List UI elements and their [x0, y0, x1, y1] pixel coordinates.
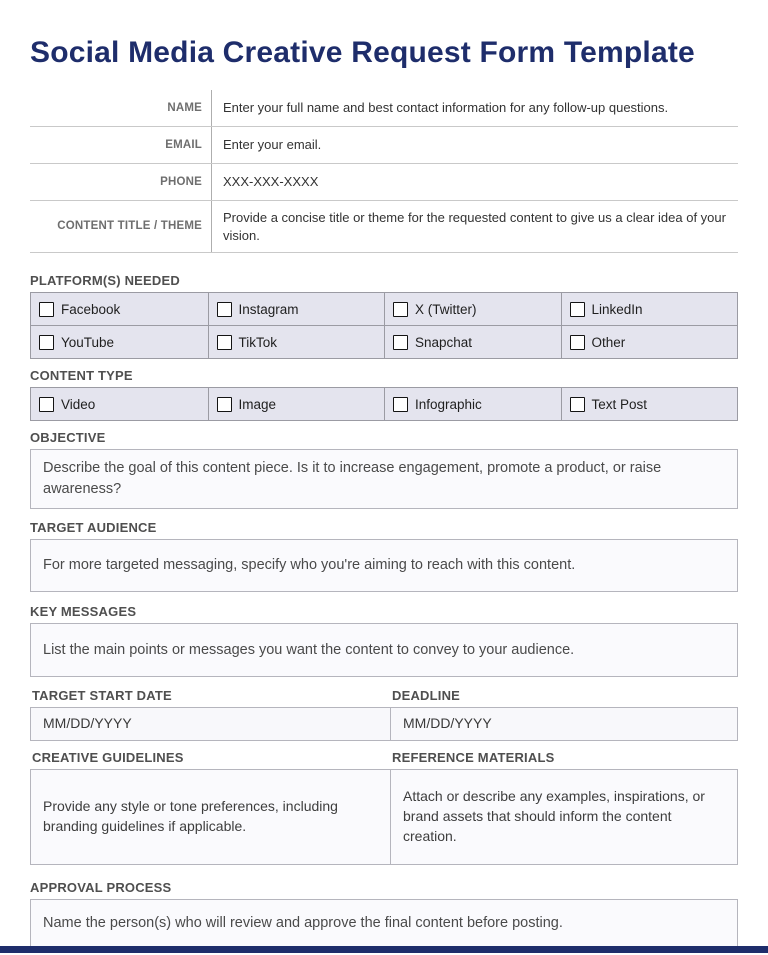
tiktok-checkbox[interactable] [217, 335, 232, 350]
text-post-label: Text Post [591, 396, 648, 412]
checkbox-cell-snapchat[interactable] [384, 326, 561, 358]
infographic-checkbox[interactable] [393, 397, 408, 412]
x-twitter-checkbox[interactable] [393, 302, 408, 317]
text-post-checkbox[interactable] [570, 397, 585, 412]
objective-heading: OBJECTIVE [30, 430, 106, 446]
approval-process-heading: APPROVAL PROCESS [30, 880, 172, 896]
facebook-checkbox[interactable] [39, 302, 54, 317]
key-messages-heading: KEY MESSAGES [30, 604, 137, 620]
dates-row [30, 707, 738, 741]
platforms-row-2 [31, 325, 737, 358]
video-label: Video [61, 396, 96, 412]
infographic-label: Infographic [415, 396, 482, 412]
snapchat-checkbox[interactable] [393, 335, 408, 350]
target-start-date-input[interactable]: MM/DD/YYYY [43, 715, 132, 732]
email-field[interactable]: Enter your email. [223, 137, 322, 153]
checkbox-cell-text-post[interactable] [561, 388, 738, 420]
video-checkbox[interactable] [39, 397, 54, 412]
content-type-row [31, 388, 737, 420]
objective-textarea[interactable]: Describe the goal of this content piece. Is it to increase engagement, promote a product, or raise awareness? [30, 449, 738, 509]
content-type-table [30, 387, 738, 421]
approval-process-textarea[interactable]: Name the person(s) who will review and approve the final content before posting. [30, 899, 738, 947]
checkbox-cell-other[interactable] [561, 326, 738, 358]
instagram-checkbox[interactable] [217, 302, 232, 317]
name-field[interactable]: Enter your full name and best contact information for any follow-up questions. [223, 100, 669, 116]
platforms-heading: PLATFORM(S) NEEDED [30, 273, 180, 289]
target-audience-textarea[interactable]: For more targeted messaging, specify who you're aiming to reach with this content. [30, 539, 738, 592]
x-twitter-label: X (Twitter) [415, 301, 477, 317]
contact-row-name [30, 90, 738, 127]
deadline-heading: DEADLINE [392, 688, 461, 704]
reference-materials-textarea[interactable]: Attach or describe any examples, inspirations, or brand assets that should inform the content creation. [390, 770, 737, 864]
deadline-input[interactable]: MM/DD/YYYY [390, 708, 737, 740]
checkbox-cell-facebook[interactable] [31, 293, 208, 325]
page-title: Social Media Creative Request Form Template [30, 36, 695, 69]
footer-accent-bar [0, 946, 768, 953]
youtube-checkbox[interactable] [39, 335, 54, 350]
phone-field[interactable]: XXX-XXX-XXXX [223, 174, 319, 190]
phone-label: PHONE [30, 164, 212, 200]
checkbox-cell-linkedin[interactable] [561, 293, 738, 325]
instagram-label: Instagram [238, 301, 299, 317]
platforms-table [30, 292, 738, 359]
creative-guidelines-textarea[interactable]: Provide any style or tone preferences, including branding guidelines if applicable. [43, 798, 338, 835]
target-audience-heading: TARGET AUDIENCE [30, 520, 157, 536]
image-label: Image [238, 396, 277, 412]
guidelines-headings [30, 750, 738, 765]
contact-row-phone [30, 164, 738, 201]
contact-row-content-title [30, 201, 738, 253]
platforms-row-1 [31, 293, 737, 325]
checkbox-cell-youtube[interactable] [31, 326, 208, 358]
name-label: NAME [30, 90, 212, 126]
creative-guidelines-heading: CREATIVE GUIDELINES [32, 750, 184, 766]
email-label: EMAIL [30, 127, 212, 163]
checkbox-cell-x-twitter[interactable] [384, 293, 561, 325]
facebook-label: Facebook [61, 301, 121, 317]
checkbox-cell-image[interactable] [208, 388, 385, 420]
reference-materials-heading: REFERENCE MATERIALS [392, 750, 555, 766]
other-label: Other [591, 334, 626, 350]
checkbox-cell-infographic[interactable] [384, 388, 561, 420]
guidelines-row [30, 769, 738, 865]
key-messages-textarea[interactable]: List the main points or messages you want the content to convey to your audience. [30, 623, 738, 677]
linkedin-label: LinkedIn [591, 301, 643, 317]
target-start-date-heading: TARGET START DATE [32, 688, 172, 704]
tiktok-label: TikTok [238, 334, 278, 350]
content-type-heading: CONTENT TYPE [30, 368, 133, 384]
other-checkbox[interactable] [570, 335, 585, 350]
checkbox-cell-instagram[interactable] [208, 293, 385, 325]
content-title-label: CONTENT TITLE / THEME [30, 201, 212, 252]
content-title-field[interactable]: Provide a concise title or theme for the requested content to give us a clear idea of your vision. [223, 210, 726, 243]
linkedin-checkbox[interactable] [570, 302, 585, 317]
dates-headings [30, 688, 738, 703]
snapchat-label: Snapchat [415, 334, 473, 350]
contact-row-email [30, 127, 738, 164]
contact-info-table [30, 90, 738, 253]
youtube-label: YouTube [61, 334, 115, 350]
image-checkbox[interactable] [217, 397, 232, 412]
checkbox-cell-tiktok[interactable] [208, 326, 385, 358]
checkbox-cell-video[interactable] [31, 388, 208, 420]
